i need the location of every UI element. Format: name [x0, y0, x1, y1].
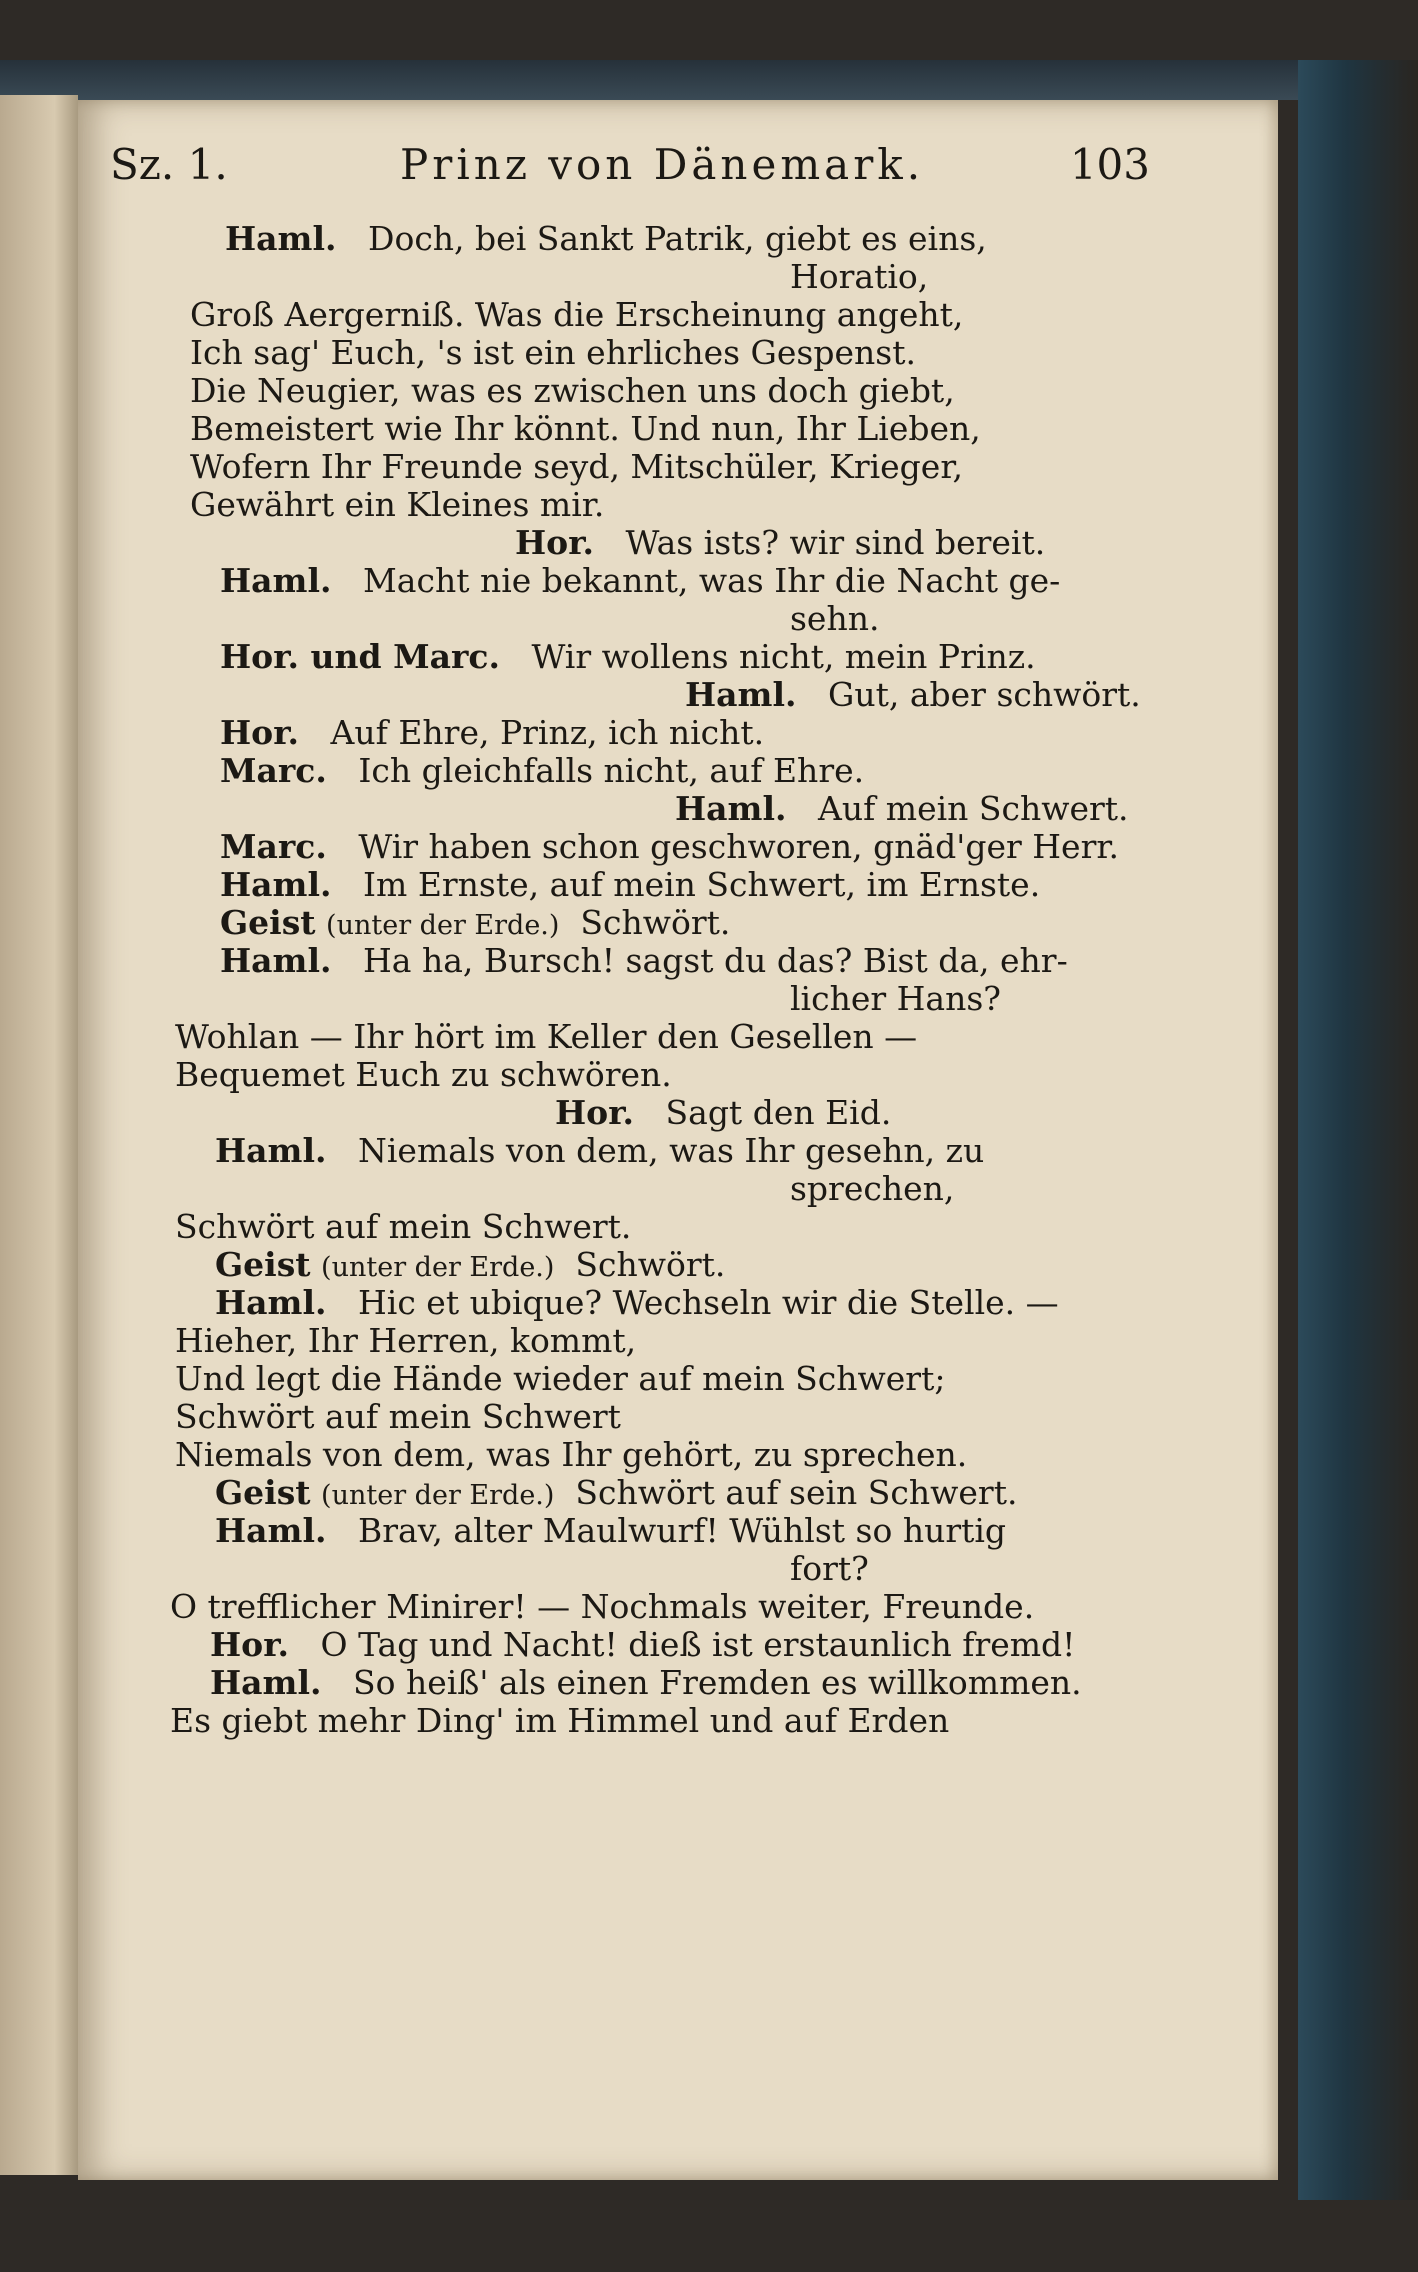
- book-spine: [0, 60, 1418, 100]
- text-line: Geist (unter der Erde.) Schwört.: [215, 1245, 726, 1284]
- text-line: Geist (unter der Erde.) Schwört auf sein Schwert.: [215, 1473, 1018, 1512]
- text-line: Die Neugier, was es zwischen uns doch giebt,: [190, 371, 955, 410]
- text-line: Haml. Niemals von dem, was Ihr gesehn, zu: [215, 1131, 985, 1170]
- text-line: Hor. Sagt den Eid.: [555, 1093, 892, 1132]
- text-line: Haml. Im Ernste, auf mein Schwert, im Ernste.: [220, 865, 1041, 904]
- text-line: Bequemet Euch zu schwören.: [175, 1055, 672, 1094]
- text-line: Hieher, Ihr Herren, kommt,: [175, 1321, 637, 1360]
- text-line: Hor. und Marc. Wir wollens nicht, mein Prinz.: [220, 637, 1036, 676]
- text-line: Marc. Wir haben schon geschworen, gnäd'ger Herr.: [220, 827, 1120, 866]
- text-line: Schwört auf mein Schwert: [175, 1397, 621, 1436]
- text-line: Haml. Hic et ubique? Wechseln wir die Stelle. —: [215, 1283, 1059, 1322]
- text-line: Marc. Ich gleichfalls nicht, auf Ehre.: [220, 751, 865, 790]
- text-line: Niemals von dem, was Ihr gehört, zu sprechen.: [175, 1435, 968, 1474]
- text-line: Es giebt mehr Ding' im Himmel und auf Erden: [170, 1701, 950, 1740]
- text-line: Haml. Ha ha, Bursch! sagst du das? Bist da, ehr-: [220, 941, 1068, 980]
- text-line: Ich sag' Euch, 's ist ein ehrliches Gespenst.: [190, 333, 916, 372]
- text-line: O trefflicher Minirer! — Nochmals weiter, Freunde.: [170, 1587, 1035, 1626]
- text-line: sehn.: [790, 599, 880, 638]
- text-line: Haml. Macht nie bekannt, was Ihr die Nacht ge-: [220, 561, 1061, 600]
- text-line: Haml. So heiß' als einen Fremden es willkommen.: [210, 1663, 1082, 1702]
- running-header: [110, 140, 1150, 200]
- text-line: licher Hans?: [790, 979, 1001, 1018]
- scene-marker: Sz. 1.: [110, 140, 228, 189]
- text-line: Hor. Auf Ehre, Prinz, ich nicht.: [220, 713, 765, 752]
- text-line: fort?: [790, 1549, 869, 1588]
- text-line: Haml. Gut, aber schwört.: [685, 675, 1141, 714]
- text-line: sprechen,: [790, 1169, 955, 1208]
- text-line: Haml. Auf mein Schwert.: [675, 789, 1129, 828]
- text-line: Schwört auf mein Schwert.: [175, 1207, 632, 1246]
- facing-page-edge: [0, 95, 78, 2175]
- text-line: Horatio,: [790, 257, 929, 296]
- text-line: Wohlan — Ihr hört im Keller den Gesellen —: [175, 1017, 918, 1056]
- text-line: Haml. Brav, alter Maulwurf! Wühlst so hurtig: [215, 1511, 1007, 1550]
- text-line: Wofern Ihr Freunde seyd, Mitschüler, Krieger,: [190, 447, 963, 486]
- text-line: Bemeistert wie Ihr könnt. Und nun, Ihr Lieben,: [190, 409, 981, 448]
- book-cover-edge: [1298, 60, 1418, 2200]
- text-line: Hor. O Tag und Nacht! dieß ist erstaunlich fremd!: [210, 1625, 1076, 1664]
- running-title: Prinz von Dänemark.: [400, 140, 925, 189]
- text-line: Groß Aergerniß. Was die Erscheinung angeht,: [190, 295, 964, 334]
- text-line: Geist (unter der Erde.) Schwört.: [220, 903, 731, 942]
- text-line: Haml. Doch, bei Sankt Patrik, giebt es eins,: [225, 219, 987, 258]
- text-line: Hor. Was ists? wir sind bereit.: [515, 523, 1046, 562]
- text-line: Gewährt ein Kleines mir.: [190, 485, 605, 524]
- page-number: 103: [1069, 140, 1150, 189]
- text-line: Und legt die Hände wieder auf mein Schwert;: [175, 1359, 946, 1398]
